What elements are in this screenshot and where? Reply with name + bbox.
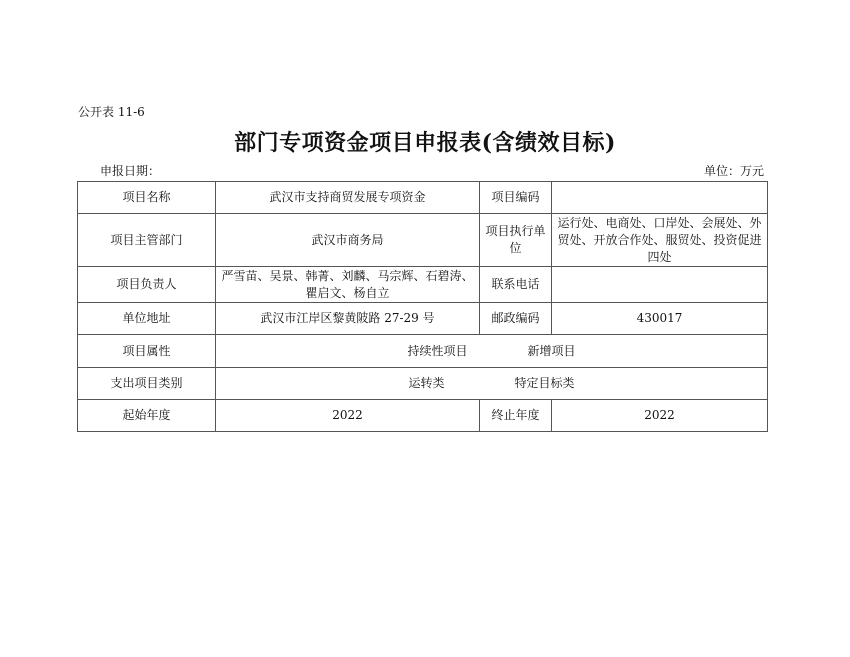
address-value: 武汉市江岸区黎黄陂路 27-29 号 (216, 303, 480, 335)
exec-unit-value: 运行处、电商处、口岸处、会展处、外贸处、开放合作处、服贸处、投资促进四处 (552, 214, 768, 267)
table-row (78, 400, 768, 432)
page-title: 部门专项资金项目申报表(含绩效目标) (234, 130, 616, 156)
postcode-label: 邮政编码 (480, 303, 552, 335)
category-value (216, 368, 768, 400)
phone-label: 联系电话 (480, 267, 552, 303)
attr-option-new: 新增项目 (527, 343, 576, 358)
start-year-label: 起始年度 (78, 400, 216, 432)
start-year-value: 2022 (216, 400, 480, 432)
category-label: 支出项目类别 (78, 368, 216, 400)
project-name-label: 项目名称 (78, 182, 216, 214)
table-row (78, 267, 768, 303)
dept-value: 武汉市商务局 (216, 214, 480, 267)
attr-option-continuing: 持续性项目 (407, 343, 468, 358)
address-label: 单位地址 (78, 303, 216, 335)
date-label: 申报日期： (100, 164, 161, 178)
project-name-value: 武汉市支持商贸发展专项资金 (216, 182, 480, 214)
phone-value (552, 267, 768, 303)
unit-label: 单位：万元 (703, 164, 764, 178)
project-code-value (552, 182, 768, 214)
exec-unit-label: 项目执行单位 (480, 214, 552, 267)
dept-label: 项目主管部门 (78, 214, 216, 267)
attr-value (216, 335, 768, 368)
table-row (78, 303, 768, 335)
project-code-label: 项目编码 (480, 182, 552, 214)
owner-value: 严雪苗、吴景、韩菁、刘麟、马宗辉、石碧涛、瞿启文、杨自立 (216, 267, 480, 303)
owner-label: 项目负责人 (78, 267, 216, 303)
attr-label: 项目属性 (78, 335, 216, 368)
table-row (78, 214, 768, 267)
end-year-value: 2022 (552, 400, 768, 432)
category-option-operating: 运转类 (408, 376, 445, 390)
postcode-value: 430017 (552, 303, 768, 335)
form-code: 公开表 11-6 (78, 105, 145, 119)
table-row (78, 182, 768, 214)
project-form-table (77, 181, 768, 432)
table-row (78, 368, 768, 400)
table-row (78, 335, 768, 368)
end-year-label: 终止年度 (480, 400, 552, 432)
category-option-specific: 特定目标类 (514, 376, 575, 390)
